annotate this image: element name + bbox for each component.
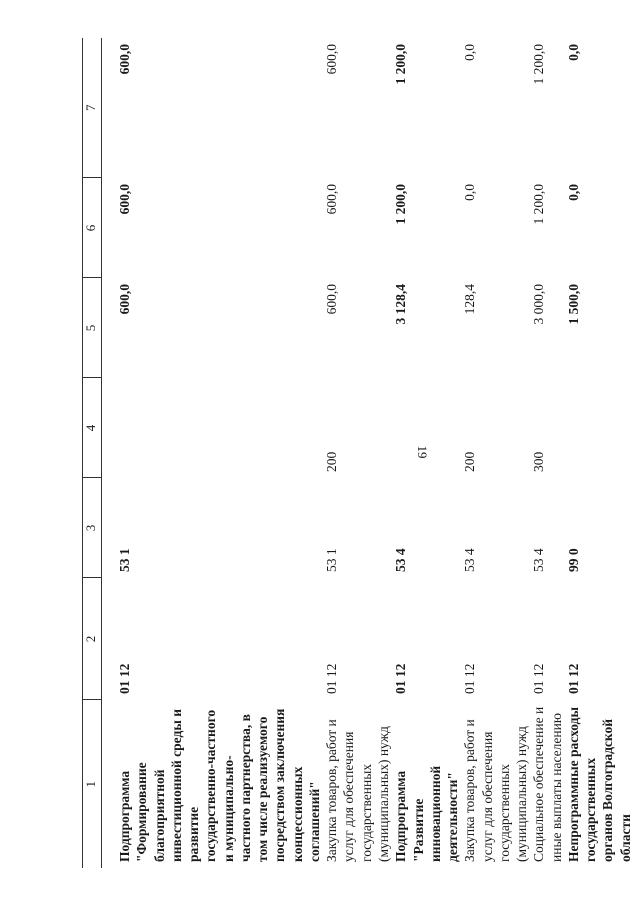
table-row — [530, 38, 565, 868]
row-name: Закупка товаров, работ и услуг для обеспечения государственных (муниципальных) нужд — [462, 719, 530, 862]
expense-type — [565, 378, 634, 478]
amount-col7: 0,0 — [462, 44, 478, 61]
section-code: 01 12 — [324, 663, 340, 694]
rotated-page-content — [82, 38, 633, 868]
amount-col6: 1 200,0 — [531, 184, 547, 225]
expense-type — [392, 378, 461, 478]
column-header-1: 1 — [83, 700, 102, 868]
table-row — [116, 38, 323, 868]
section-code: 01 12 — [565, 663, 581, 694]
amount-col6: 600,0 — [324, 184, 340, 215]
amount-col6: 0,0 — [565, 184, 581, 201]
column-number-row — [83, 38, 102, 868]
column-header-2: 2 — [83, 578, 102, 700]
amount-col5: 3 000,0 — [531, 284, 547, 325]
table-row — [565, 38, 634, 868]
amount-col5: 3 128,4 — [393, 284, 409, 325]
row-name: Подпрограмма "Формирование благоприятной инвестиционной среды и развитие государственно-частного и муниципально-частного партнерства, в том числе реализуемого посредством заключения концессионных соглашений" — [117, 708, 322, 862]
table-row — [323, 38, 392, 868]
target-code: 53 4 — [531, 548, 547, 572]
table-row — [461, 38, 530, 868]
row-name: Подпрограмма "Развитие инновационной деятельности" — [393, 765, 461, 862]
amount-col6: 600,0 — [117, 184, 132, 215]
amount-col6: 1 200,0 — [393, 184, 409, 225]
target-code: 53 4 — [393, 548, 409, 572]
amount-col5: 600,0 — [324, 284, 340, 315]
section-code: 01 12 — [462, 663, 478, 694]
row-name: Непрограммные расходы государственных органов Волгоградской области — [565, 706, 633, 862]
target-code: 53 4 — [462, 548, 478, 572]
expense-type: 200 — [324, 451, 340, 472]
amount-col7: 1 200,0 — [393, 44, 409, 85]
expense-type: 200 — [462, 451, 478, 472]
section-code: 01 12 — [393, 663, 409, 694]
amount-col5: 128,4 — [462, 284, 478, 315]
target-code: 53 1 — [117, 548, 132, 572]
amount-col6: 0,0 — [462, 184, 478, 201]
column-header-5: 5 — [83, 278, 102, 378]
amount-col7: 0,0 — [565, 44, 581, 61]
expense-type — [116, 378, 323, 478]
column-header-3: 3 — [83, 478, 102, 578]
column-header-6: 6 — [83, 178, 102, 278]
column-header-4: 4 — [83, 378, 102, 478]
target-code: 53 1 — [324, 548, 340, 572]
budget-table — [82, 38, 634, 868]
amount-col5: 1 500,0 — [565, 284, 581, 325]
amount-col7: 600,0 — [117, 44, 132, 75]
amount-col7: 1 200,0 — [531, 44, 547, 85]
column-header-7: 7 — [83, 38, 102, 178]
target-code: 99 0 — [565, 548, 581, 572]
expense-type: 300 — [531, 451, 547, 472]
section-code: 01 12 — [117, 663, 132, 694]
amount-col7: 600,0 — [324, 44, 340, 75]
row-name: Закупка товаров, работ и услуг для обеспечения государственных (муниципальных) нужд — [324, 719, 391, 862]
page-number: 19 — [415, 445, 430, 459]
section-code: 01 12 — [531, 663, 547, 694]
table-row — [392, 38, 461, 868]
amount-col5: 600,0 — [117, 284, 132, 315]
row-name: Социальное обеспечение и иные выплаты населению — [531, 706, 564, 862]
